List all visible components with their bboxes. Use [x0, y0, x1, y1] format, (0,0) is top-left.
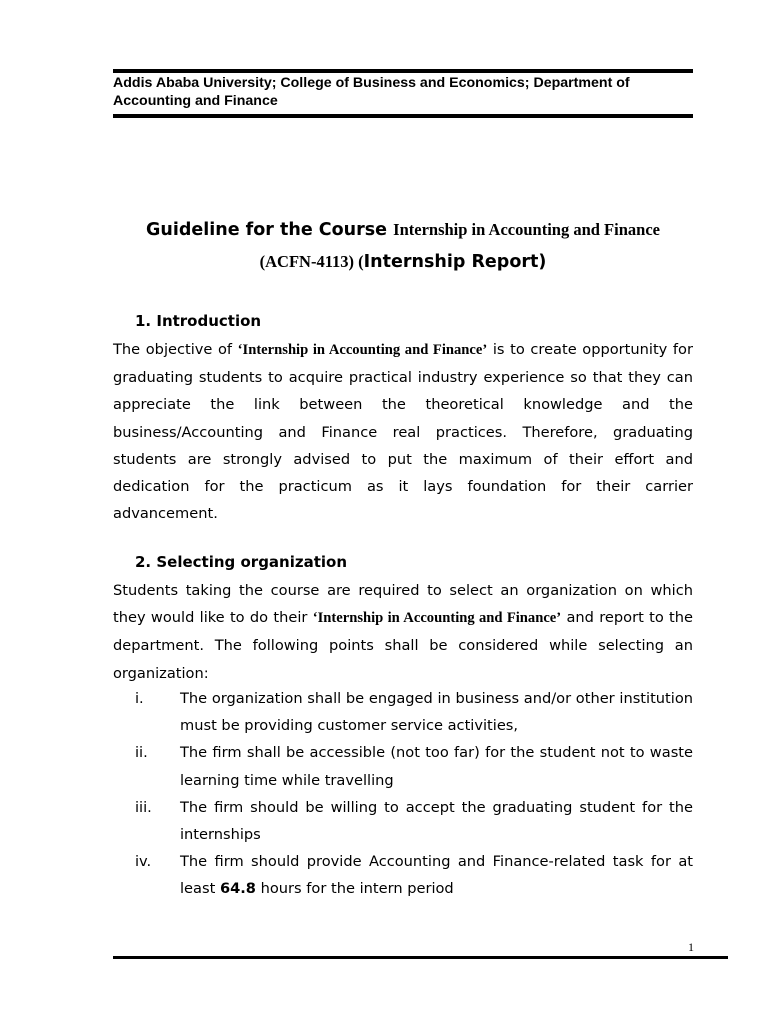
- list-item: [113, 739, 693, 793]
- title-report-label: Internship Report): [363, 252, 547, 272]
- list-item-number: iv.: [135, 853, 152, 871]
- document-header: [113, 69, 693, 118]
- list-item-text: The organization shall be engaged in business and/or other institution must be providing customer service activities,: [180, 690, 693, 735]
- selecting-text-b: and report to the department. The following points shall be considered while selecting an organization:: [113, 609, 694, 682]
- section-heading-selecting-organization: 2. Selecting organization: [135, 553, 348, 571]
- list-item: [113, 794, 693, 848]
- list-item-number: ii.: [135, 744, 148, 762]
- list-item-text-b: hours for the intern period: [255, 880, 454, 898]
- list-item: [113, 685, 693, 739]
- list-item-text: The firm should be willing to accept the graduating student for the internships: [180, 798, 693, 844]
- intro-text-b: is to create opportunity for graduating students to acquire practical industry experience so that they can appreciate the link between the theoretical knowledge and the business/Accounting and Finance real practices. Therefore, graduating students are strongly advised to put the maximum of their effort and dedication for the practicum as it lays foundation for their carrier advancement.: [113, 341, 693, 523]
- section-heading-introduction: 1. Introduction: [135, 312, 262, 330]
- list-item-text: [180, 848, 693, 902]
- selection-criteria-list: [113, 685, 693, 903]
- selecting-text-a: Students taking the course are required to select an organization on which they would like to do their: [113, 582, 693, 627]
- list-item-number: iii.: [135, 798, 152, 816]
- document-title: [113, 220, 693, 240]
- selecting-paragraph: [113, 577, 693, 687]
- introduction-paragraph: [113, 336, 693, 527]
- required-hours-value: 64.8: [219, 880, 256, 898]
- page-number: 1: [688, 940, 694, 954]
- list-item-number: i.: [135, 690, 144, 707]
- list-item-text: The firm shall be accessible (not too far) for the student not to waste learning time while travelling: [180, 744, 693, 789]
- title-course-code: (ACFN-4113) (: [259, 252, 364, 271]
- selecting-course-name: ‘Internship in Accounting and Finance’: [312, 610, 562, 627]
- footer-divider: [113, 956, 728, 959]
- header-text: Addis Ababa University; College of Business and Economics; Department of Accounting and Finance: [113, 75, 630, 109]
- title-course-name: Internship in Accounting and Finance: [393, 220, 660, 239]
- intro-text-a: The objective of: [113, 341, 238, 358]
- document-title-line2: [113, 252, 693, 272]
- title-part1: Guideline for the Course: [146, 220, 394, 240]
- list-item: [113, 848, 693, 902]
- intro-course-name: ‘Internship in Accounting and Finance’: [237, 342, 488, 358]
- list-item-text-a: The firm should provide Accounting and Finance-related task for at least: [180, 853, 693, 898]
